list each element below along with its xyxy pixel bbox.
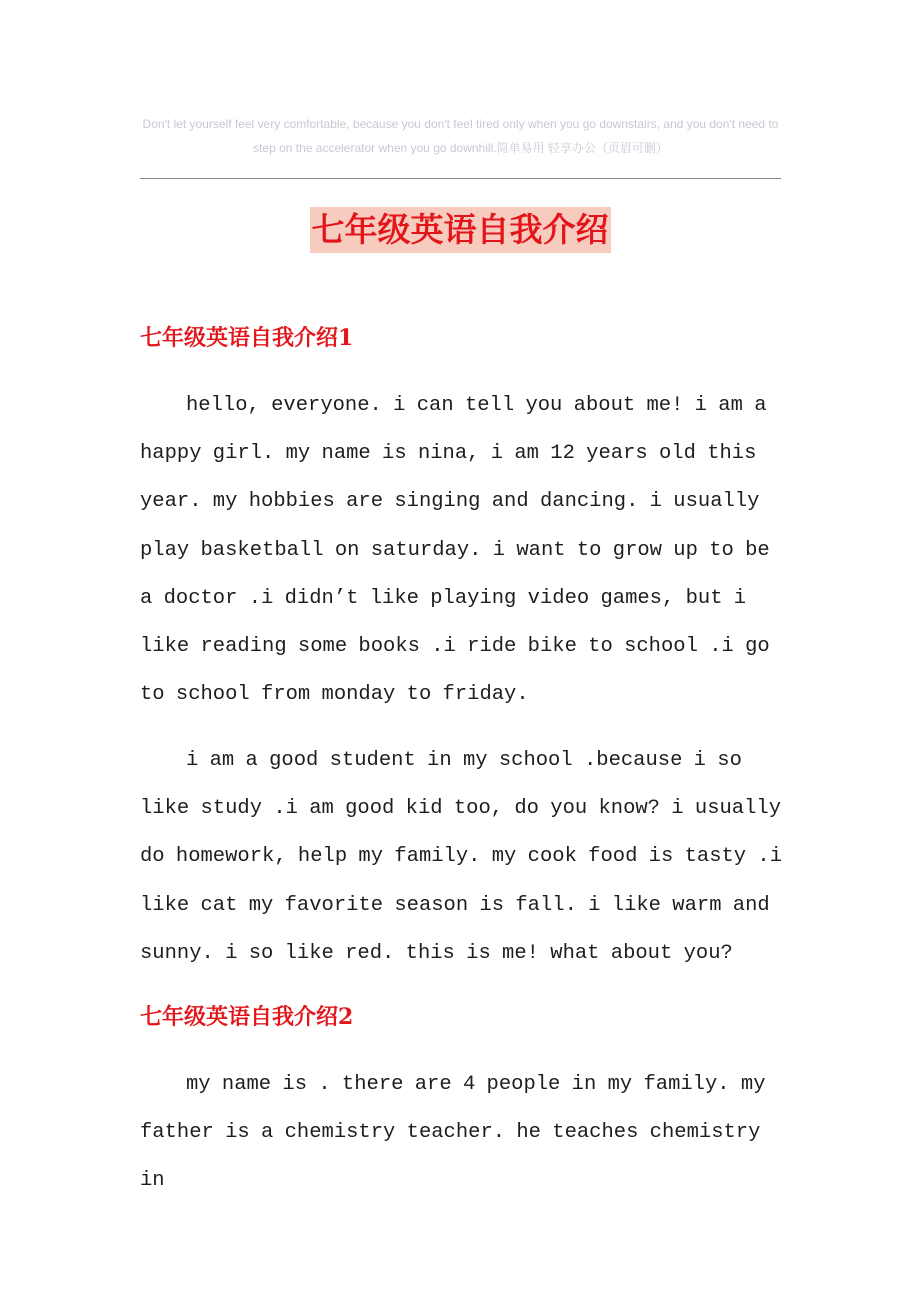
page-header-text: Don't let yourself feel very comfortable, because you don't feel tired only when you go downstairs, and you don't need to step on the accelerator when you go downhill.简单易用 轻享办公（页眉可删） [142, 117, 779, 155]
section-1-paragraph-1: hello, everyone. i can tell you about me! i am a happy girl. my name is nina, i am 12 years old this year. my hobbies are singing and dancing. i usually play basketball on saturday. i want to grow up to be a doctor .i didn’t like playing video games, but i like reading some books .i ride bike to school .i go to school from monday to friday. [140, 394, 770, 707]
document-title-container [0, 207, 920, 253]
section-1-paragraph-2: i am a good student in my school .because i so like study .i am good kid too, do you know? i usually do homework, help my family. my cook food is tasty .i like cat my favorite season is fall. i like warm and sunny. i so like red. this is me! what about you? [140, 749, 783, 965]
section-2-paragraph-1: my name is . there are 4 people in my family. my father is a chemistry teacher. he teaches chemistry in [140, 1073, 766, 1193]
section-heading-1: 七年级英语自我介绍1 [140, 325, 354, 351]
section-heading-2: 七年级英语自我介绍2 [140, 1004, 354, 1030]
header-divider [140, 178, 781, 179]
document-title: 七年级英语自我介绍 [310, 207, 611, 253]
